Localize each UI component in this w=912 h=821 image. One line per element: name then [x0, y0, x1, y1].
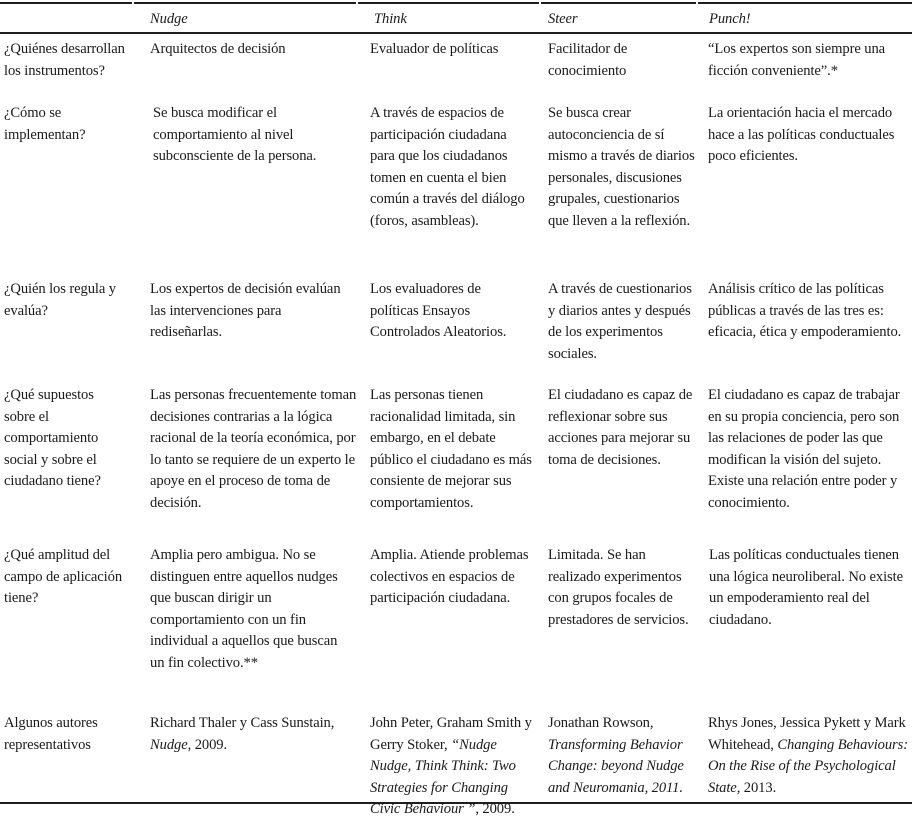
cell-think: Los evaluadores de políticas Ensayos Controlados Aleatorios. — [370, 281, 507, 341]
header-rule — [0, 32, 912, 34]
cell-steer — [548, 713, 698, 799]
cell-steer: El ciudadano es capaz de reflexionar sobre sus acciones para mejorar su toma de decisiones. — [548, 387, 693, 468]
year: , 2013. — [736, 779, 777, 796]
authors: John Peter, Graham Smith y Gerry Stoker, — [370, 715, 532, 753]
authors: Richard Thaler y Cass Sunstain, — [150, 715, 335, 731]
work-title: “Nudge Nudge, Think Think: Two Strategies for Changing Civic Behaviour ” — [370, 736, 516, 818]
cell-nudge: Arquitectos de decisión — [150, 41, 286, 57]
table-top-rule — [541, 2, 696, 4]
work-title: Nudge — [150, 736, 188, 753]
column-header-nudge: Nudge — [150, 11, 188, 27]
cell-steer: Se busca crear autoconciencia de sí mismo a través de diarios personales, discusiones grupales, cuestionarios que lleven a la reflexión. — [548, 105, 695, 229]
cell-punch: La orientación hacia el mercado hace a las políticas conductuales poco eficientes. — [708, 105, 895, 165]
row-question: Algunos autores representativos — [4, 715, 98, 753]
authors: Rhys Jones, Jessica Pykett y Mark Whitehead, — [708, 715, 906, 753]
table-top-rule — [358, 2, 539, 4]
table-top-rule — [0, 2, 132, 4]
year: , 2009. — [475, 801, 515, 818]
row-question: ¿Quiénes desarrollan los instrumentos? — [4, 41, 125, 79]
work-title: Transforming Behavior Change: beyond Nudge and Neuromania, 2011. — [548, 736, 684, 796]
cell-nudge: Las personas frecuentemente toman decisiones contrarias a la lógica racional de la teoría económica, por lo tanto se requiere de un experto le apoye en el proceso de toma de decisión. — [150, 387, 357, 511]
table-top-rule — [698, 2, 912, 4]
cell-think: Amplia. Atiende problemas colectivos en espacios de participación ciudadana. — [370, 547, 529, 607]
cell-punch — [708, 713, 912, 799]
cell-steer: A través de cuestionarios y diarios antes y después de los experimentos sociales. — [548, 281, 692, 362]
cell-think: A través de espacios de participación ciudadana para que los ciudadanos tomen en cuenta el bien común a través del diálogo (foros, asambleas). — [370, 105, 525, 229]
row-question: ¿Qué amplitud del campo de aplicación tiene? — [4, 547, 123, 607]
year: , 2009. — [187, 736, 228, 753]
column-header-punch: Punch! — [709, 11, 751, 27]
row-question: ¿Qué supuestos sobre el comportamiento social y sobre el ciudadano tiene? — [4, 387, 101, 490]
column-header-think: Think — [374, 11, 407, 27]
cell-think — [370, 713, 540, 821]
cell-punch: Las políticas conductuales tienen una lógica neuroliberal. No existe un empoderamiento real del ciudadano. — [709, 547, 903, 628]
cell-punch: Análisis crítico de las políticas públicas a través de las tres es: eficacia, ética y empoderamiento. — [708, 281, 902, 341]
table-top-rule — [134, 2, 356, 4]
cell-nudge: Amplia pero ambigua. No se distinguen entre aquellos nudges que buscan dirigir un comportamiento con un fin individual a aquellos que buscan un fin colectivo.** — [150, 547, 338, 671]
cell-nudge: Se busca modificar el comportamiento al nivel subconsciente de la persona. — [153, 105, 317, 165]
cell-nudge — [150, 713, 360, 756]
row-question: ¿Quién los regula y evalúa? — [4, 281, 116, 319]
cell-think: Evaluador de políticas — [370, 41, 499, 57]
cell-steer: Limitada. Se han realizado experimentos con grupos focales de prestadores de servicios. — [548, 547, 689, 628]
cell-punch: El ciudadano es capaz de trabajar en su propia conciencia, pero son las relaciones de poder las que modifican la visión del sujeto. Existe una relación entre poder y conocimiento. — [708, 387, 900, 511]
column-header-steer: Steer — [548, 11, 578, 27]
row-question: ¿Cómo se implementan? — [4, 105, 86, 143]
authors: Jonathan Rowson, — [548, 715, 654, 731]
cell-think: Las personas tienen racionalidad limitada, sin embargo, en el debate público el ciudadano es más consiente de mejorar sus comportamientos. — [370, 387, 532, 511]
cell-nudge: Los expertos de decisión evalúan las intervenciones para rediseñarlas. — [150, 281, 341, 341]
cell-punch: “Los expertos son siempre una ficción conveniente”.* — [708, 41, 886, 79]
work-title: Changing Behaviours: On the Rise of the Psychological State — [708, 736, 908, 796]
cell-steer: Facilitador de conocimiento — [548, 41, 628, 79]
